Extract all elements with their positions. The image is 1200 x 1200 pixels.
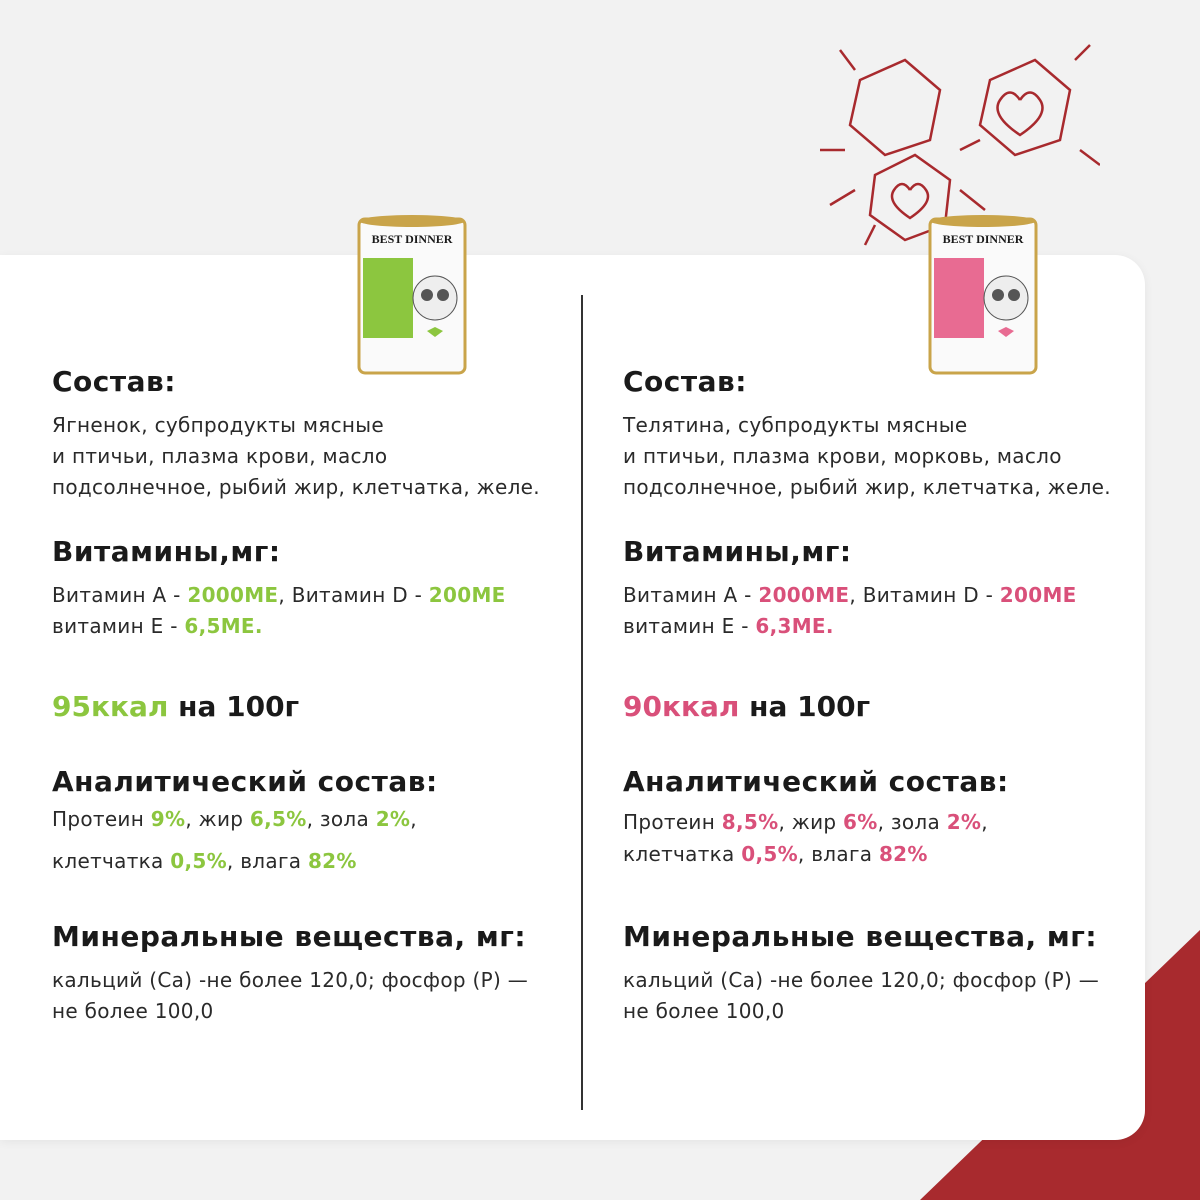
composition-line: подсолнечное, рыбий жир, клетчатка, желе. [623,475,1111,499]
composition-line: Телятина, субпродукты мясные [623,413,968,437]
minerals-line: кальций (Са) -не более 120,0; фосфор (Р) — [52,968,529,992]
composition-title: Состав: [623,365,747,398]
vitamins-line: витамин Е - 6,5МЕ. [52,614,263,638]
minerals-line: кальций (Са) -не более 120,0; фосфор (Р) — [623,968,1100,992]
vitamins-title: Витамины,мг: [52,535,281,568]
analytic-line: Протеин 9%, жир 6,5%, зола 2%, [52,807,417,831]
composition-line: и птичьи, плазма крови, морковь, масло [623,444,1062,468]
analytic-line: клетчатка 0,5%, влага 82% [52,849,357,873]
vitamins-line: витамин Е - 6,3МЕ. [623,614,834,638]
minerals-title: Минеральные вещества, мг: [52,920,527,953]
analytic-title: Аналитический состав: [623,765,1009,798]
minerals-title: Минеральные вещества, мг: [623,920,1098,953]
composition-line: и птичьи, плазма крови, масло [52,444,388,468]
analytic-line: клетчатка 0,5%, влага 82% [623,842,928,866]
product-can-veal [928,213,1038,378]
calories: 90ккал на 100г [623,690,871,723]
minerals-line: не более 100,0 [52,999,214,1023]
analytic-line: Протеин 8,5%, жир 6%, зола 2%, [623,810,988,834]
vitamins-line: Витамин А - 2000МЕ, Витамин D - 200МЕ [52,583,506,607]
composition-title: Состав: [52,365,176,398]
vitamins-line: Витамин А - 2000МЕ, Витамин D - 200МЕ [623,583,1077,607]
calories: 95ккал на 100г [52,690,300,723]
svg-text:BEST DINNER: BEST DINNER [371,232,453,246]
analytic-title: Аналитический состав: [52,765,438,798]
composition-line: Ягненок, субпродукты мясные [52,413,384,437]
minerals-line: не более 100,0 [623,999,785,1023]
svg-text:BEST DINNER: BEST DINNER [942,232,1024,246]
composition-line: подсолнечное, рыбий жир, клетчатка, желе. [52,475,540,499]
vitamins-title: Витамины,мг: [623,535,852,568]
product-column-lamb [52,365,592,1027]
product-column-veal [623,365,1163,1027]
product-can-lamb [357,213,467,378]
